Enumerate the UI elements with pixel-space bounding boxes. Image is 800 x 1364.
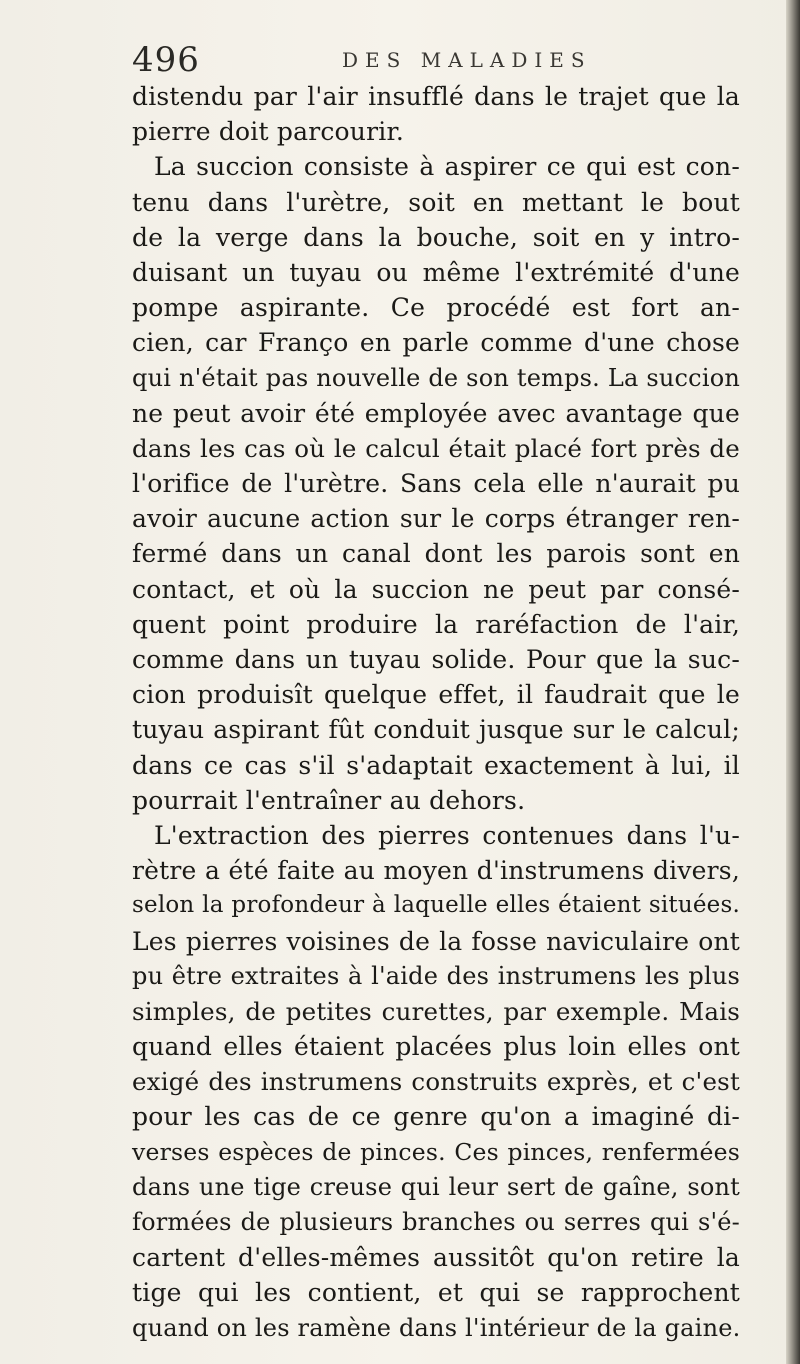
text-line: distendu par l'air insufflé dans le trajet que la [132,82,740,111]
text-line: pourrait l'entraîner au dehors. [132,785,526,815]
text-line: pompe aspirante. Ce procédé est fort an- [132,293,740,323]
text-line: quand elles étaient placées plus loin elles ont [132,1032,740,1062]
text-line: verses espèces de pinces. Ces pinces, renfermées [132,1137,740,1166]
text-line: La succion consiste à aspirer ce qui est con- [154,152,740,182]
text-line: selon la profondeur à laquelle elles étaient situées. [132,892,740,919]
text-line: pour les cas de ce genre qu'on a imaginé di- [132,1102,740,1132]
body-text [132,79,740,1346]
text-line: dans les cas où le calcul était placé fort près de [132,433,740,463]
text-line: tuyau aspirant fût conduit jusque sur le calcul; [132,715,740,745]
text-line: rètre a été faite au moyen d'instrumens divers, [132,856,740,886]
text-line: l'orifice de l'urètre. Sans cela elle n'aurait pu [132,469,740,499]
text-line: cien, car Franço en parle comme d'une chose [132,328,740,358]
text-line: simples, de petites curettes, par exemple. Mais [132,996,740,1026]
text-line: tenu dans l'urètre, soit en mettant le bout [132,187,740,217]
page-header [132,40,732,80]
text-line: ne peut avoir été employée avec avantage que [132,398,740,428]
text-line: cion produisît quelque effet, il faudrait que le [132,680,740,710]
text-line: qui n'était pas nouvelle de son temps. La succion [132,363,740,392]
text-line: contact, et où la succion ne peut par consé- [132,574,740,604]
page-number: 496 [132,40,200,80]
text-line: avoir aucune action sur le corps étranger ren- [132,504,740,534]
text-line: comme dans un tuyau solide. Pour que la suc- [132,645,740,674]
text-line: dans ce cas s'il s'adaptait exactement à lui, il [132,750,740,780]
text-line: de la verge dans la bouche, soit en y intro- [132,222,740,252]
text-line: tige qui les contient, et qui se rapprochent [132,1278,740,1308]
text-line: formées de plusieurs branches ou serres qui s'é- [132,1208,740,1236]
text-line: duisant un tuyau ou même l'extrémité d'une [132,257,740,287]
text-line: exigé des instrumens construits exprès, et c'est [132,1067,740,1097]
text-line: quand on les ramène dans l'intérieur de la gaine. [132,1313,741,1342]
text-line: pierre doit parcourir. [132,117,404,147]
text-line: dans une tige creuse qui leur sert de gaîne, sont [132,1172,740,1201]
text-line: cartent d'elles-mêmes aussitôt qu'on retire la [132,1243,740,1273]
page-edge-shadow [786,0,800,1364]
text-line: pu être extraites à l'aide des instrumens les plus [132,961,740,990]
running-head: DES MALADIES [342,48,592,72]
text-line: Les pierres voisines de la fosse naviculaire ont [132,926,740,956]
text-line: fermé dans un canal dont les parois sont en [132,539,740,569]
text-line: quent point produire la raréfaction de l'air, [132,609,740,639]
text-line: L'extraction des pierres contenues dans l'u- [154,820,740,850]
